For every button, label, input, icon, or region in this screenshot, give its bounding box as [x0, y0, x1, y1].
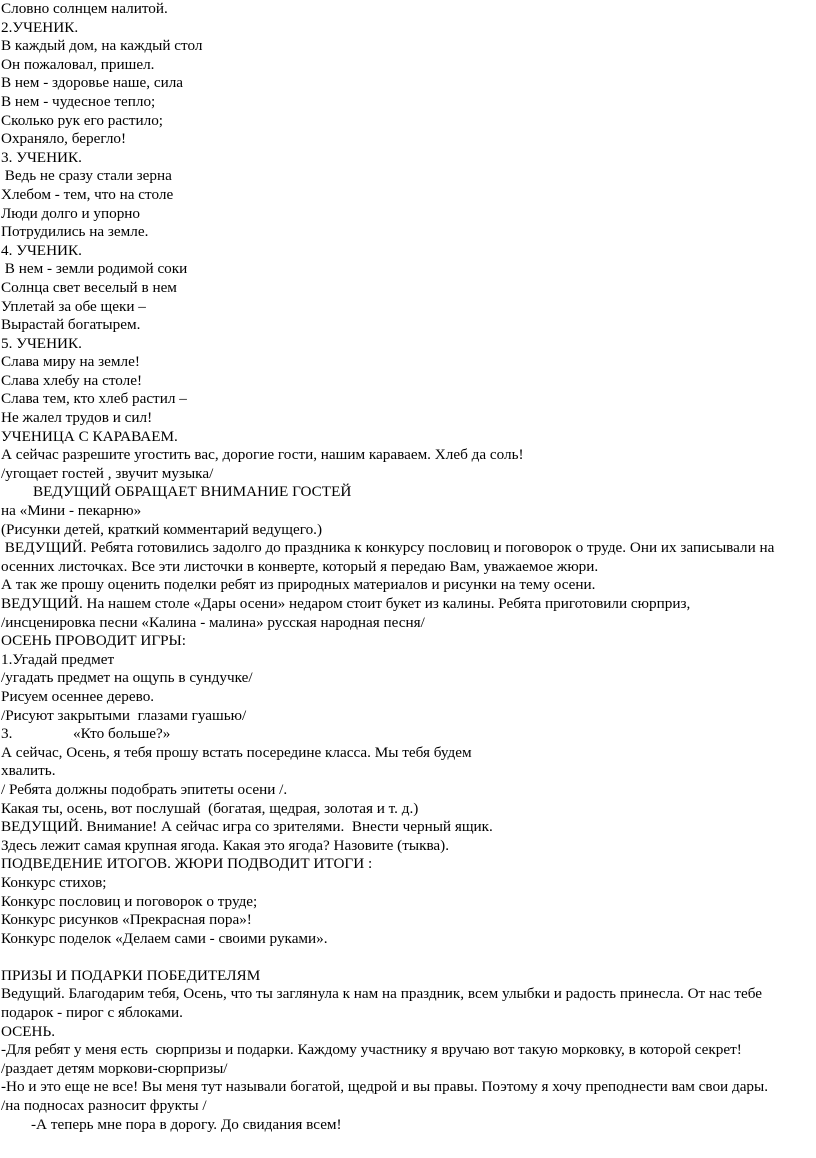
- blank-line: [1, 948, 813, 967]
- text-line: А так же прошу оценить поделки ребят из природных материалов и рисунки на тему осени.: [1, 576, 596, 594]
- contest-item: Конкурс стихов;: [1, 873, 107, 891]
- text-line: (Рисунки детей, краткий комментарий ведущего.): [1, 520, 323, 538]
- text-line: Какая ты, осень, вот послушай (богатая, щедрая, золотая и т. д.): [1, 799, 419, 817]
- poem-line: Люди долго и упорно: [1, 204, 141, 222]
- poem-line: Не жалел трудов и сил!: [1, 409, 153, 427]
- poem-line: Уплетай за обе щеки –: [1, 297, 146, 315]
- text-line: ВЕДУЩИЙ. Внимание! А сейчас игра со зрителями. Внести черный ящик.: [1, 818, 493, 836]
- contest-item: Конкурс рисунков «Прекрасная пора»!: [1, 911, 252, 929]
- speaker-heading: 3. УЧЕНИК.: [1, 148, 82, 166]
- speaker-heading: УЧЕНИЦА С КАРАВАЕМ.: [1, 427, 178, 445]
- stage-direction: /угощает гостей , звучит музыка/: [1, 464, 214, 482]
- section-heading: ПРИЗЫ И ПОДАРКИ ПОБЕДИТЕЛЯМ: [1, 966, 261, 984]
- stage-direction: /угадать предмет на ощупь в сундучке/: [1, 669, 253, 687]
- numbered-game-item: [1, 725, 813, 744]
- speaker-heading: ОСЕНЬ.: [1, 1022, 56, 1040]
- game-item: 1.Угадай предмет: [1, 650, 115, 668]
- poem-line: Солнца свет веселый в нем: [1, 278, 177, 296]
- text-line: Здесь лежит самая крупная ягода. Какая это ягода? Назовите (тыква).: [1, 836, 450, 854]
- text-line: А сейчас разрешите угостить вас, дорогие гости, нашим караваем. Хлеб да соль!: [1, 446, 524, 464]
- text-line: Словно солнцем налитой.: [1, 0, 168, 17]
- stage-direction: / Ребята должны подобрать эпитеты осени /.: [1, 780, 288, 798]
- stage-direction: /на подносах разносит фрукты /: [1, 1097, 207, 1115]
- poem-line: Потрудились на земле.: [1, 223, 149, 241]
- section-heading: ОСЕНЬ ПРОВОДИТ ИГРЫ:: [1, 632, 187, 650]
- poem-line: В нем - чудесное тепло;: [1, 92, 156, 110]
- game-item: Рисуем осеннее дерево.: [1, 687, 155, 705]
- poem-line: Он пожаловал, пришел.: [1, 55, 155, 73]
- section-heading: ВЕДУЩИЙ ОБРАЩАЕТ ВНИМАНИЕ ГОСТЕЙ: [33, 483, 352, 501]
- section-heading: ПОДВЕДЕНИЕ ИТОГОВ. ЖЮРИ ПОДВОДИТ ИТОГИ :: [1, 855, 373, 873]
- paragraph: ВЕДУЩИЙ. Ребята готовились задолго до праздника к конкурсу пословиц и поговорок о труде. Они их записывали на осенних листочках. Все эти листочки в конверте, который я передаю Вам, уважаемое жюри.: [1, 539, 779, 575]
- text-line: на «Мини - пекарню»: [1, 502, 142, 520]
- contest-item: Конкурс поделок «Делаем сами - своими руками».: [1, 929, 328, 947]
- poem-line: Слава миру на земле!: [1, 353, 140, 371]
- poem-line: Слава тем, кто хлеб растил –: [1, 390, 187, 408]
- poem-line: Вырастай богатырем.: [1, 316, 141, 334]
- poem-line: Хлебом - тем, что на столе: [1, 185, 174, 203]
- poem-line: В каждый дом, на каждый стол: [1, 37, 203, 55]
- stage-direction: /инсценировка песни «Калина - малина» русская народная песня/: [1, 613, 425, 631]
- text-line: хвалить.: [1, 762, 56, 780]
- paragraph: -Для ребят у меня есть сюрпризы и подарки. Каждому участнику я вручаю вот такую морковку, в которой секрет!: [1, 1041, 742, 1059]
- paragraph: -Но и это еще не все! Вы меня тут называли богатой, щедрой и вы правы. Поэтому я хочу преподнести вам свои дары.: [1, 1078, 769, 1096]
- item-title: «Кто больше?»: [73, 725, 171, 743]
- poem-line: В нем - здоровье наше, сила: [1, 74, 184, 92]
- text-line: ВЕДУЩИЙ. На нашем столе «Дары осени» недаром стоит букет из калины. Ребята приготовили сюрприз,: [1, 595, 691, 612]
- poem-line: В нем - земли родимой соки: [1, 260, 188, 278]
- speaker-heading: 4. УЧЕНИК.: [1, 241, 82, 259]
- speaker-heading: 2.УЧЕНИК.: [1, 18, 79, 36]
- poem-line: Слава хлебу на столе!: [1, 371, 143, 389]
- speaker-heading: 5. УЧЕНИК.: [1, 334, 82, 352]
- poem-line: Сколько рук его растило;: [1, 111, 164, 129]
- paragraph: Ведущий. Благодарим тебя, Осень, что ты заглянула к нам на праздник, всем улыбки и радость принесла. От нас тебе подарок - пирог с яблоками.: [1, 985, 766, 1022]
- item-number: 3.: [1, 725, 13, 743]
- text-line: А сейчас, Осень, я тебя прошу встать посередине класса. Мы тебя будем: [1, 743, 472, 761]
- stage-direction: /Рисуют закрытыми глазами гуашью/: [1, 706, 247, 724]
- text-line: -А теперь мне пора в дорогу. До свидания всем!: [31, 1115, 342, 1133]
- contest-item: Конкурс пословиц и поговорок о труде;: [1, 892, 258, 910]
- poem-line: Охраняло, берегло!: [1, 130, 127, 148]
- poem-line: Ведь не сразу стали зерна: [1, 167, 172, 185]
- stage-direction: /раздает детям моркови-сюрпризы/: [1, 1059, 228, 1077]
